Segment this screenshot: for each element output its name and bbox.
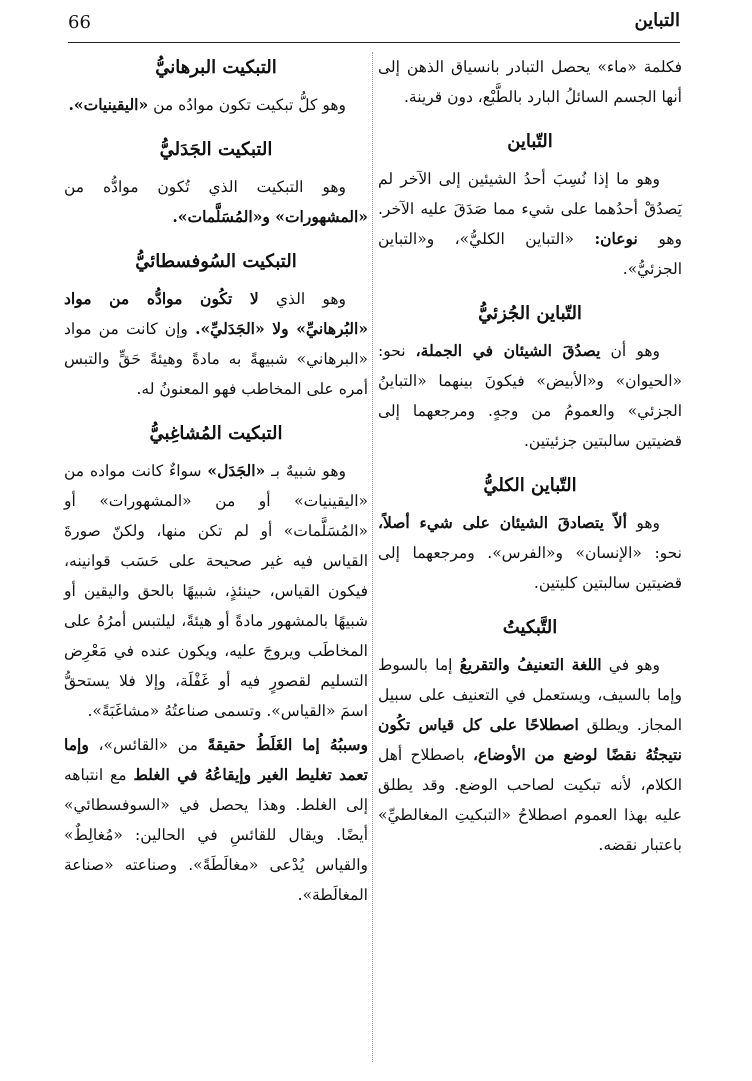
bold-run: وسببُهُ إما الغَلَطُ حقيقةً <box>207 735 368 754</box>
text-run: وإن كانت من مواد «البرهاني» شبيهةً به مادةً وهيئةً حَقٍّ والتبس أمره على المخاطب فهو المعنونُ له. <box>64 320 368 398</box>
bold-run: وإما تعمد تغليط الغير وإيقاعُهُ في الغلط <box>64 735 368 784</box>
left-column <box>64 52 368 1072</box>
bold-run: اللغة التعنيفُ والتقريعُ <box>459 655 602 674</box>
text-run: وهو <box>626 514 661 532</box>
section-heading: التّباين <box>507 131 553 152</box>
section-paragraph <box>64 172 368 232</box>
section-paragraph <box>378 336 682 456</box>
text-run: من «القائس»، <box>88 736 208 754</box>
bold-run: «الجَدَل» <box>207 461 266 480</box>
section-heading: التبكيت البرهانيُّ <box>155 57 277 78</box>
bold-run: «اليقينيات». <box>68 95 149 114</box>
text-run: مع انتباهه إلى الغلط. وهذا يحصل في «السوفسطائي» أيضًا. ويقال للقائسِ في الحالين: «مُغالِطٌ» والقياس يُدْعى «مغالَطَةً». وصناعته «صناعة المغالَطة». <box>64 766 368 904</box>
section-heading: التّباين الكليُّ <box>483 475 577 496</box>
section-heading: التبكيت السُوفسطائيُّ <box>135 251 297 272</box>
section-paragraph <box>64 730 368 910</box>
section-heading: التّباين الجُزئيُّ <box>478 303 582 324</box>
section-paragraph <box>378 164 682 284</box>
section-heading: التبكيت الجَدَليُّ <box>159 139 273 160</box>
bold-run: لا تكُون موادُّه من مواد «البُرهانيِّ» ولا «الجَدَليِّ». <box>64 289 369 338</box>
section-paragraph <box>378 650 682 860</box>
bold-run: «المشهورات» و«المُسَلَّمات». <box>172 207 368 226</box>
section-paragraph <box>64 456 368 726</box>
intro-paragraph: فكلمة «ماء» يحصل التبادر بانسياق الذهن إلى أنها الجسم السائلُ البارد بالطَّبْع، دون قرينة. <box>378 58 682 106</box>
section-paragraph <box>64 284 368 404</box>
bold-run: ألاّ يتصادقَ الشيئان على شيء أصلاً، <box>378 513 627 532</box>
text-run: وهو الذي <box>258 290 346 308</box>
column-divider <box>372 52 373 1062</box>
bold-run: يصدُقَ الشيئان في الجملة، <box>415 341 601 360</box>
text-run: إما بالسوط وإما بالسيف، ويستعمل في التعنيف على سبيل المجاز. ويطلق <box>378 656 682 734</box>
text-run: سواءٌ كانت مواده من «اليقينيات» أو من «المشهورات» أو «المُسَلَّمات» أو لم تكن منها، ولكنّ صورةَ القياس فيه غير صحيحة على حَسَب قوانينه، فيكون القياس، حينئذٍ، شبيهًا بالحق واليقين أو شبيهًا بالمشهور مادةً أو هيئةً، ليلتبس أمرُهُ على المخاطَب ويروجَ عليه، ويكون عنده في مَعْرِض التسليم لقصورٍ فيه أو غَفْلَة، وإلا فلا يستحقُّ اسمَ «القياس». وتسمى صناعتُهُ «مشاغَبَةً». <box>64 462 368 720</box>
text-run: وهو أن <box>600 342 660 360</box>
text-run: وهو التبكيت الذي تُكون موادُّه من <box>64 178 346 196</box>
text-run: نحو: «الحيوان» و«الأبيض» فيكونَ بينهما «التباينُ الجزئي» والعمومُ من وجهٍ. ومرجعهما إلى قضيتين سالبتين جزئيتين. <box>378 342 682 450</box>
section-paragraph <box>378 508 682 598</box>
section-heading: التَّبكيتُ <box>502 617 558 638</box>
bold-run: نوعان: <box>594 229 638 248</box>
text-run: وهو شبيهٌ بـ <box>265 462 346 480</box>
section-heading: التبكيت المُشاغِبيُّ <box>149 423 283 444</box>
page-header <box>68 8 680 43</box>
bold-run: اصطلاحًا على كل قياس تكُون نتيجتُهُ نقضًا لوضع من الأوضاع، <box>378 715 682 764</box>
text-run: باصطلاح أهل الكلام، لأنه تبكيت لصاحب الوضع. وقد يطلق عليه بهذا العموم اصطلاحُ «التبكيتِ المغالطيِّ» باعتبار نقضه. <box>378 746 682 854</box>
text-run: وهو ما إذا نُسِبَ أحدُ الشيئين إلى الآخر لم يَصدُقْ أحدُهما على شيء مما صَدَقَ عليه الآخر. وهو <box>378 170 683 248</box>
text-run: وهو في <box>601 656 660 674</box>
text-run: «التباين الكليُّ»، و«التباين الجزئيُّ». <box>378 230 682 278</box>
running-title: التباين <box>634 10 680 31</box>
text-run: نحو: «الإنسان» و«الفرس». ومرجعهما إلى قضيتين سالبتين كليتين. <box>378 544 682 592</box>
section-paragraph <box>64 90 368 120</box>
text-run: وهو كلُّ تبكيت تكون موادُه من <box>148 96 346 114</box>
page-number: 66 <box>68 12 91 33</box>
right-column <box>378 52 682 1072</box>
